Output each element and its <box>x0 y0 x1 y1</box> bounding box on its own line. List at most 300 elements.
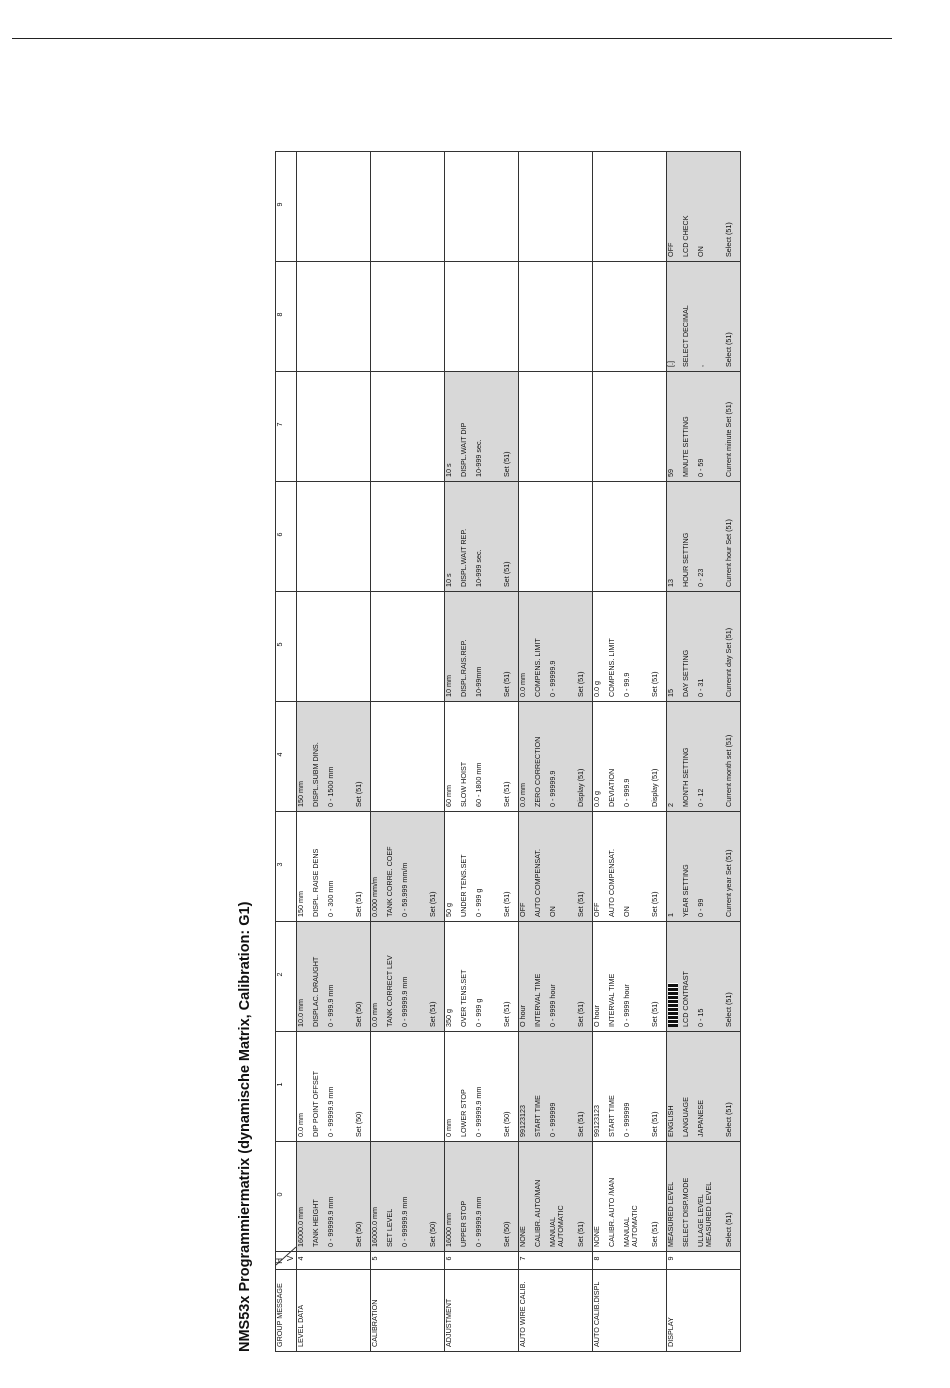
cell-act <box>429 812 445 922</box>
cell-name <box>608 812 623 922</box>
cell-text: Current year Set (51) <box>724 849 733 917</box>
group-name: LEVEL DATA <box>297 1270 371 1352</box>
cell-range <box>327 152 355 262</box>
cell-text: Set (51) <box>502 671 511 697</box>
cell-name <box>682 482 697 592</box>
cell-range <box>623 1142 651 1252</box>
cell-text: 0 - 12 <box>696 788 705 807</box>
v-index: 6 <box>445 1252 519 1270</box>
cell-text: MINUTE SETTING <box>681 416 690 477</box>
cell-text: Set (51) <box>502 891 511 917</box>
cell-range <box>475 372 503 482</box>
matrix-row <box>429 152 445 1352</box>
cell-val <box>667 592 683 702</box>
cell-text: YEAR SETTING <box>681 864 690 917</box>
cell-text: Set (51) <box>650 1221 659 1247</box>
cell-val <box>371 262 387 372</box>
column-header-0: 0 <box>276 1142 297 1252</box>
group-name: ADJUSTMENT <box>445 1270 519 1352</box>
matrix-row <box>460 152 475 1352</box>
cell-val <box>445 702 461 812</box>
cell-val <box>371 1032 387 1142</box>
cell-act <box>503 1142 519 1252</box>
cell-range <box>327 922 355 1032</box>
cell-range <box>327 372 355 482</box>
cell-name <box>460 262 475 372</box>
cell-val <box>445 152 461 262</box>
cell-name <box>608 482 623 592</box>
cell-range <box>549 812 577 922</box>
cell-text: INTERVAL TIME <box>533 973 542 1027</box>
cell-text: 16000 mm <box>444 1213 453 1247</box>
cell-text: Set (50) <box>354 1221 363 1247</box>
matrix-row <box>371 152 387 1352</box>
matrix-row <box>577 152 593 1352</box>
cell-range <box>549 922 577 1032</box>
cell-range <box>697 262 725 372</box>
cell-act <box>355 1032 371 1142</box>
cell-name <box>460 1142 475 1252</box>
cell-range <box>401 1142 429 1252</box>
cell-text: 10-999 sec. <box>474 439 483 477</box>
matrix-row <box>386 152 401 1352</box>
cell-text: SET LEVEL <box>385 1208 394 1247</box>
cell-text: Set (51) <box>354 891 363 917</box>
cell-range <box>623 372 651 482</box>
cell-text: Set (51) <box>576 1001 585 1027</box>
cell-val <box>593 372 609 482</box>
cell-text: ULLAGE LEVEL <box>696 1194 705 1247</box>
cell-val <box>445 1142 461 1252</box>
cell-act <box>651 482 667 592</box>
cell-val <box>519 1142 535 1252</box>
cell-act <box>651 812 667 922</box>
cell-val <box>593 702 609 812</box>
cell-act <box>725 1142 741 1252</box>
cell-text: OFF <box>666 242 675 257</box>
cell-text: TANK HEIGHT <box>311 1199 320 1247</box>
cell-act <box>725 262 741 372</box>
cell-text: Set (50) <box>502 1111 511 1137</box>
cell-text: 10 mm <box>444 675 453 697</box>
cell-text: Current month set (51) <box>724 734 733 807</box>
cell-range <box>623 152 651 262</box>
matrix-row <box>593 152 609 1352</box>
cell-name <box>386 372 401 482</box>
cell-text: 0 - 999 g <box>474 998 483 1027</box>
cell-text: 99123123 <box>518 1105 527 1137</box>
cell-val <box>297 592 313 702</box>
cell-val <box>371 702 387 812</box>
cell-text: Set (50) <box>354 1111 363 1137</box>
cell-name <box>460 702 475 812</box>
cell-name <box>312 152 327 262</box>
cell-text: 0 - 999.9 <box>622 778 631 807</box>
cell-text: Set (51) <box>502 1001 511 1027</box>
cell-text: 13 <box>666 579 675 587</box>
cell-text: 0.0 g <box>592 681 601 697</box>
cell-range <box>697 1032 725 1142</box>
cell-range <box>697 922 725 1032</box>
cell-range <box>549 702 577 812</box>
cell-name <box>682 262 697 372</box>
cell-text: TANK CORRE. COEF <box>385 846 394 917</box>
cell-text: UNDER TENS.SET <box>459 854 468 917</box>
cell-act <box>355 702 371 812</box>
cell-name <box>386 812 401 922</box>
cell-name <box>312 922 327 1032</box>
cell-text: 59 <box>666 469 675 477</box>
cell-val <box>297 262 313 372</box>
matrix-row <box>503 152 519 1352</box>
v-index: 5 <box>371 1252 445 1270</box>
cell-text: Set (50) <box>502 1221 511 1247</box>
cell-val <box>667 152 683 262</box>
v-index: 8 <box>593 1252 667 1270</box>
cell-range <box>475 482 503 592</box>
cell-val <box>593 482 609 592</box>
cell-act <box>725 702 741 812</box>
cell-range <box>327 812 355 922</box>
cell-name <box>312 702 327 812</box>
cell-range <box>697 592 725 702</box>
cell-val <box>667 1142 683 1252</box>
cell-text: , <box>696 365 705 367</box>
header-group-message: GROUP MESSAGE <box>276 1270 297 1352</box>
cell-act <box>577 922 593 1032</box>
cell-name <box>386 152 401 262</box>
cell-text: 16000.0 mm <box>296 1207 305 1247</box>
cell-name <box>312 1142 327 1252</box>
cell-act <box>725 1032 741 1142</box>
matrix-row <box>445 152 461 1352</box>
cell-name <box>386 1142 401 1252</box>
cell-name <box>386 1032 401 1142</box>
cell-range <box>401 922 429 1032</box>
cell-text: Set (51) <box>502 451 511 477</box>
cell-act <box>355 372 371 482</box>
cell-text: Currennt day Set (51) <box>724 627 733 697</box>
top-rule <box>12 38 892 39</box>
cell-val <box>667 812 683 922</box>
cell-range <box>697 812 725 922</box>
cell-val <box>371 812 387 922</box>
programming-matrix <box>275 151 741 1352</box>
cell-range <box>549 592 577 702</box>
cell-range <box>401 812 429 922</box>
cell-name <box>460 922 475 1032</box>
cell-text: Set (51) <box>576 1221 585 1247</box>
cell-text: 0 - 99999.9 mm <box>400 1196 409 1247</box>
cell-val <box>297 702 313 812</box>
cell-range <box>697 702 725 812</box>
cell-range <box>549 1142 577 1252</box>
cell-text: 0 - 999999 <box>622 1102 631 1137</box>
cell-range <box>623 1032 651 1142</box>
cell-text: AUTOMATIC <box>555 1205 565 1247</box>
cell-text: DISPLAC. DRAUGHT <box>311 956 320 1027</box>
cell-range <box>475 262 503 372</box>
cell-act <box>429 922 445 1032</box>
cell-act <box>577 262 593 372</box>
cell-name <box>534 592 549 702</box>
cell-text: DAY SETTING <box>681 649 690 697</box>
cell-text: Set (51) <box>502 781 511 807</box>
cell-act <box>429 152 445 262</box>
cell-text: COMPENS. LIMIT <box>533 638 542 697</box>
cell-val <box>593 922 609 1032</box>
cell-val <box>371 1142 387 1252</box>
cell-val <box>593 1142 609 1252</box>
cell-text: ON <box>696 246 705 257</box>
cell-val <box>519 812 535 922</box>
cell-text: ON <box>622 906 631 917</box>
matrix-row <box>697 152 725 1352</box>
cell-range <box>549 372 577 482</box>
cell-text: Set (51) <box>502 561 511 587</box>
cell-name <box>682 702 697 812</box>
matrix-row <box>534 152 549 1352</box>
cell-text: OVER TENS.SET <box>459 969 468 1027</box>
cell-text: 0 - 9999 hour <box>548 984 557 1027</box>
cell-text: 0 - 99999.9 <box>548 660 557 697</box>
cell-act <box>429 1142 445 1252</box>
column-header-8: 8 <box>276 262 297 372</box>
cell-val <box>371 482 387 592</box>
cell-text: ZERO CORRECTION <box>533 736 542 807</box>
cell-val <box>297 372 313 482</box>
cell-text: HOUR SETTING <box>681 532 690 587</box>
cell-act <box>577 592 593 702</box>
cell-text: 15 <box>666 689 675 697</box>
v-index: 9 <box>667 1252 741 1270</box>
cell-text: DISPL.WAIT DIP <box>459 422 468 477</box>
matrix-row <box>327 152 355 1352</box>
cell-act <box>651 152 667 262</box>
cell-act <box>651 922 667 1032</box>
cell-val <box>445 262 461 372</box>
cell-name <box>534 1032 549 1142</box>
cell-val <box>297 482 313 592</box>
cell-range <box>475 1142 503 1252</box>
cell-text: 60 - 1800 mm <box>474 762 483 807</box>
cell-text: Select (51) <box>724 332 733 367</box>
cell-text: INTERVAL TIME <box>607 973 616 1027</box>
cell-text: 10.0 mm <box>296 999 305 1027</box>
cell-text: 0.0 mm <box>296 1113 305 1137</box>
cell-text: MANUAL <box>548 1217 557 1247</box>
matrix-row <box>623 152 651 1352</box>
cell-text: Display (51) <box>576 768 585 807</box>
cell-name <box>682 592 697 702</box>
cell-act <box>725 922 741 1032</box>
cell-val <box>667 1032 683 1142</box>
cell-val <box>593 152 609 262</box>
cell-text: Set (51) <box>576 1111 585 1137</box>
cell-range <box>327 702 355 812</box>
cell-text: Set (51) <box>650 1111 659 1137</box>
cell-text: 2 <box>666 803 675 807</box>
cell-name <box>608 262 623 372</box>
cell-text: 0.0 mm <box>518 783 527 807</box>
cell-val <box>667 262 683 372</box>
cell-range <box>327 482 355 592</box>
header-hv-corner <box>276 1252 297 1270</box>
matrix-row <box>651 152 667 1352</box>
cell-val <box>667 372 683 482</box>
cell-range <box>623 482 651 592</box>
cell-name <box>312 812 327 922</box>
cell-text: 150 mm <box>296 891 305 917</box>
cell-act <box>355 262 371 372</box>
cell-act <box>651 592 667 702</box>
page-title: NMS53x Programmiermatrix (dynamische Matrix, Calibration: G1) <box>237 901 253 1352</box>
cell-name <box>534 262 549 372</box>
cell-text: 0 - 99.9 <box>622 672 631 697</box>
cell-name <box>312 592 327 702</box>
cell-act <box>503 482 519 592</box>
cell-text: NONE <box>518 1226 527 1247</box>
cell-text: Set (51) <box>354 781 363 807</box>
cell-text: 350 g <box>444 1009 453 1027</box>
cell-name <box>534 482 549 592</box>
cell-range <box>697 482 725 592</box>
cell-text: Set (51) <box>576 891 585 917</box>
cell-text: 0 - 1500 mm <box>326 766 335 807</box>
cell-text: SLOW HOIST <box>459 761 468 807</box>
cell-text: Set (51) <box>428 891 437 917</box>
cell-text: 0 - 59 <box>696 458 705 477</box>
matrix-row <box>667 152 683 1352</box>
cell-text: 0 - 99999.9 <box>548 770 557 807</box>
cell-name <box>460 1032 475 1142</box>
cell-name <box>608 702 623 812</box>
cell-act <box>429 372 445 482</box>
cell-text: Select (51) <box>724 992 733 1027</box>
cell-range <box>623 812 651 922</box>
cell-val <box>445 922 461 1032</box>
cell-act <box>503 152 519 262</box>
matrix-row <box>475 152 503 1352</box>
cell-name <box>534 372 549 482</box>
cell-name <box>312 1032 327 1142</box>
cell-text: MONTH SETTING <box>681 747 690 807</box>
cell-text: 99123123 <box>592 1105 601 1137</box>
cell-text: CALIBR. AUTO /MAN <box>607 1177 616 1247</box>
cell-act <box>503 812 519 922</box>
cell-text: Set (51) <box>650 1001 659 1027</box>
cell-name <box>682 1142 697 1252</box>
cell-name <box>682 372 697 482</box>
cell-text: LCD CHECK <box>681 215 690 257</box>
cell-name <box>460 482 475 592</box>
matrix-row <box>682 152 697 1352</box>
cell-val <box>371 592 387 702</box>
matrix-row <box>519 152 535 1352</box>
cell-act <box>725 592 741 702</box>
cell-val <box>519 592 535 702</box>
cell-name <box>608 1032 623 1142</box>
cell-range <box>401 592 429 702</box>
cell-name <box>460 372 475 482</box>
cell-text: 50 g <box>444 903 453 917</box>
cell-text: ON <box>548 906 557 917</box>
matrix-row <box>297 152 313 1352</box>
cell-val <box>371 152 387 262</box>
cell-act <box>355 152 371 262</box>
cell-val <box>297 812 313 922</box>
cell-range <box>697 372 725 482</box>
cell-range <box>623 262 651 372</box>
cell-name <box>460 592 475 702</box>
cell-act <box>429 592 445 702</box>
matrix-row <box>312 152 327 1352</box>
cell-text: 0 mm <box>444 1119 453 1137</box>
group-name: DISPLAY <box>667 1270 741 1352</box>
rotated-page <box>237 152 890 1352</box>
cell-text: JAPANESE <box>696 1099 705 1137</box>
column-header-7: 7 <box>276 372 297 482</box>
cell-range <box>401 372 429 482</box>
cell-text: 0 - 23 <box>696 568 705 587</box>
cell-act <box>503 372 519 482</box>
cell-act <box>577 152 593 262</box>
cell-text: OFF <box>518 902 527 917</box>
cell-text: MEASURED LEVEL <box>703 1181 713 1247</box>
cell-name <box>460 152 475 262</box>
cell-act <box>725 372 741 482</box>
cell-act <box>651 262 667 372</box>
column-header-1: 1 <box>276 1032 297 1142</box>
cell-range <box>549 482 577 592</box>
cell-text: 10 s <box>444 573 453 587</box>
cell-text: CALIBR. AUTO/MAN <box>533 1179 542 1247</box>
cell-text: OFF <box>592 902 601 917</box>
cell-text: LCD CONTRAST <box>681 971 690 1027</box>
cell-act <box>651 1032 667 1142</box>
cell-range <box>401 482 429 592</box>
cell-range <box>549 1032 577 1142</box>
cell-name <box>534 812 549 922</box>
cell-text: UPPER STOP <box>459 1200 468 1247</box>
cell-text: TANK CORRECT LEV <box>385 955 394 1027</box>
cell-text: 16000.0 mm <box>370 1207 379 1247</box>
cell-range <box>327 1032 355 1142</box>
cell-val <box>297 1032 313 1142</box>
cell-name <box>312 372 327 482</box>
cell-text: 1 <box>666 913 675 917</box>
cell-act <box>503 922 519 1032</box>
cell-name <box>312 262 327 372</box>
cell-act <box>725 152 741 262</box>
group-name: AUTO WIRE CALIB. <box>519 1270 593 1352</box>
cell-text: 150 mm <box>296 781 305 807</box>
cell-text: 0 - 300 mm <box>326 880 335 917</box>
cell-name <box>534 922 549 1032</box>
cell-val <box>519 262 535 372</box>
cell-text: 0 - 9999 hour <box>622 984 631 1027</box>
cell-range <box>475 812 503 922</box>
cell-range <box>623 922 651 1032</box>
cell-text: 0 - 99999.9 mm <box>400 976 409 1027</box>
cell-text: DISPL.SUBM DINS. <box>311 742 320 807</box>
cell-text: Set (51) <box>576 671 585 697</box>
cell-name <box>386 482 401 592</box>
cell-name <box>460 812 475 922</box>
cell-text: 0 - 999999 <box>548 1102 557 1137</box>
cell-name <box>682 152 697 262</box>
matrix-row <box>725 152 741 1352</box>
